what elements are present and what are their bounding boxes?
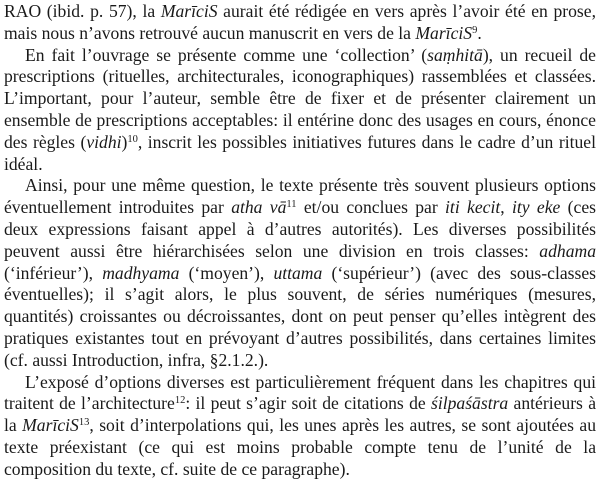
text-run: antérieurs à la (4, 393, 597, 436)
italic-term: ity eke (511, 197, 561, 218)
text-run: . (477, 22, 482, 43)
text-run: , (500, 197, 512, 218)
italic-term: adhama (539, 240, 596, 261)
italic-term: madhyama (102, 262, 180, 283)
paragraph-3 (4, 372, 596, 481)
footnote-ref: 12 (174, 395, 186, 407)
text-run: , soit d’interpolations qui, les unes après les autres, se sont ajoutées au texte préexistant (ce qui est moins probable compte tenu de l’unité de la composition du texte, cf. suite de ce paragraphe). (4, 415, 596, 479)
paragraph-2 (4, 175, 596, 371)
text-run: Ainsi, pour une même question, le texte présente très souvent plusieurs options éventuellement introduites par (4, 175, 596, 218)
text-run: : il peut s’agir soit de citations de (185, 393, 431, 414)
text-run: (ces deux expressions faisant appel à d’autres autorités). Les diverses possibilités peuvent aussi être hiérarchisées selon une division en trois classes: (4, 197, 596, 261)
text-run: (‘supérieur’) (avec des sous-classes éventuelles); il s’agit alors, le plus souvent, de séries numériques (mesures, quantités) croissantes ou décroissantes, dont on peut penser qu’elles intègrent des pratiques existantes tout en prévoyant d’autres possibilités, dans certaines limites (cf. aussi Introduction, infra, §2.1.2.). (4, 262, 596, 370)
text-run: En fait l’ouvrage se présente comme une ‘collection’ ( (25, 44, 428, 65)
italic-term: iti kecit (445, 197, 501, 218)
italic-term: vidhi (86, 131, 122, 152)
text-run: RAO (ibid. p. 57), la (4, 1, 161, 21)
italic-term: uttama (273, 262, 323, 283)
italic-term: MarīciS (160, 1, 218, 21)
text-run: L’exposé d’options diverses est particulièrement fréquent dans les chapitres qui traitent de l’architecture (4, 371, 596, 414)
italic-term: atha vā (231, 197, 287, 218)
footnote-ref: 11 (286, 199, 297, 211)
text-run: (‘inférieur’), (4, 262, 103, 283)
italic-term: MarīciS (22, 415, 79, 436)
italic-term: MarīciS (415, 22, 473, 43)
footnote-ref: 10 (127, 134, 138, 146)
text-run: ) (121, 131, 128, 152)
document-page (4, 1, 596, 481)
paragraph-1 (4, 45, 596, 176)
text-run: et/ou conclues par (296, 197, 446, 218)
text-run: aurait été rédigée en vers après l’avoir été en prose, mais nous n’avons retrouvé aucun manuscrit en vers de la (4, 1, 596, 43)
footnote-ref: 9 (472, 25, 478, 37)
text-run: , inscrit les possibles initiatives futures dans le cadre d’un rituel idéal. (4, 131, 596, 174)
italic-term: śilpaśāstra (430, 393, 509, 414)
text-run: ), un recueil de prescriptions (rituelles, architecturales, iconographiques) rassemblées et classées. L’important, pour l’auteur, semble être de fixer et de présenter clairement un ensemble de prescriptions acceptables: il entérine donc des usages en cours, énonce des règles ( (4, 44, 596, 152)
paragraph-0 (4, 1, 596, 45)
text-run: (‘moyen’), (179, 262, 274, 283)
footnote-ref: 13 (78, 417, 90, 429)
italic-term: saṃhitā (427, 44, 483, 65)
